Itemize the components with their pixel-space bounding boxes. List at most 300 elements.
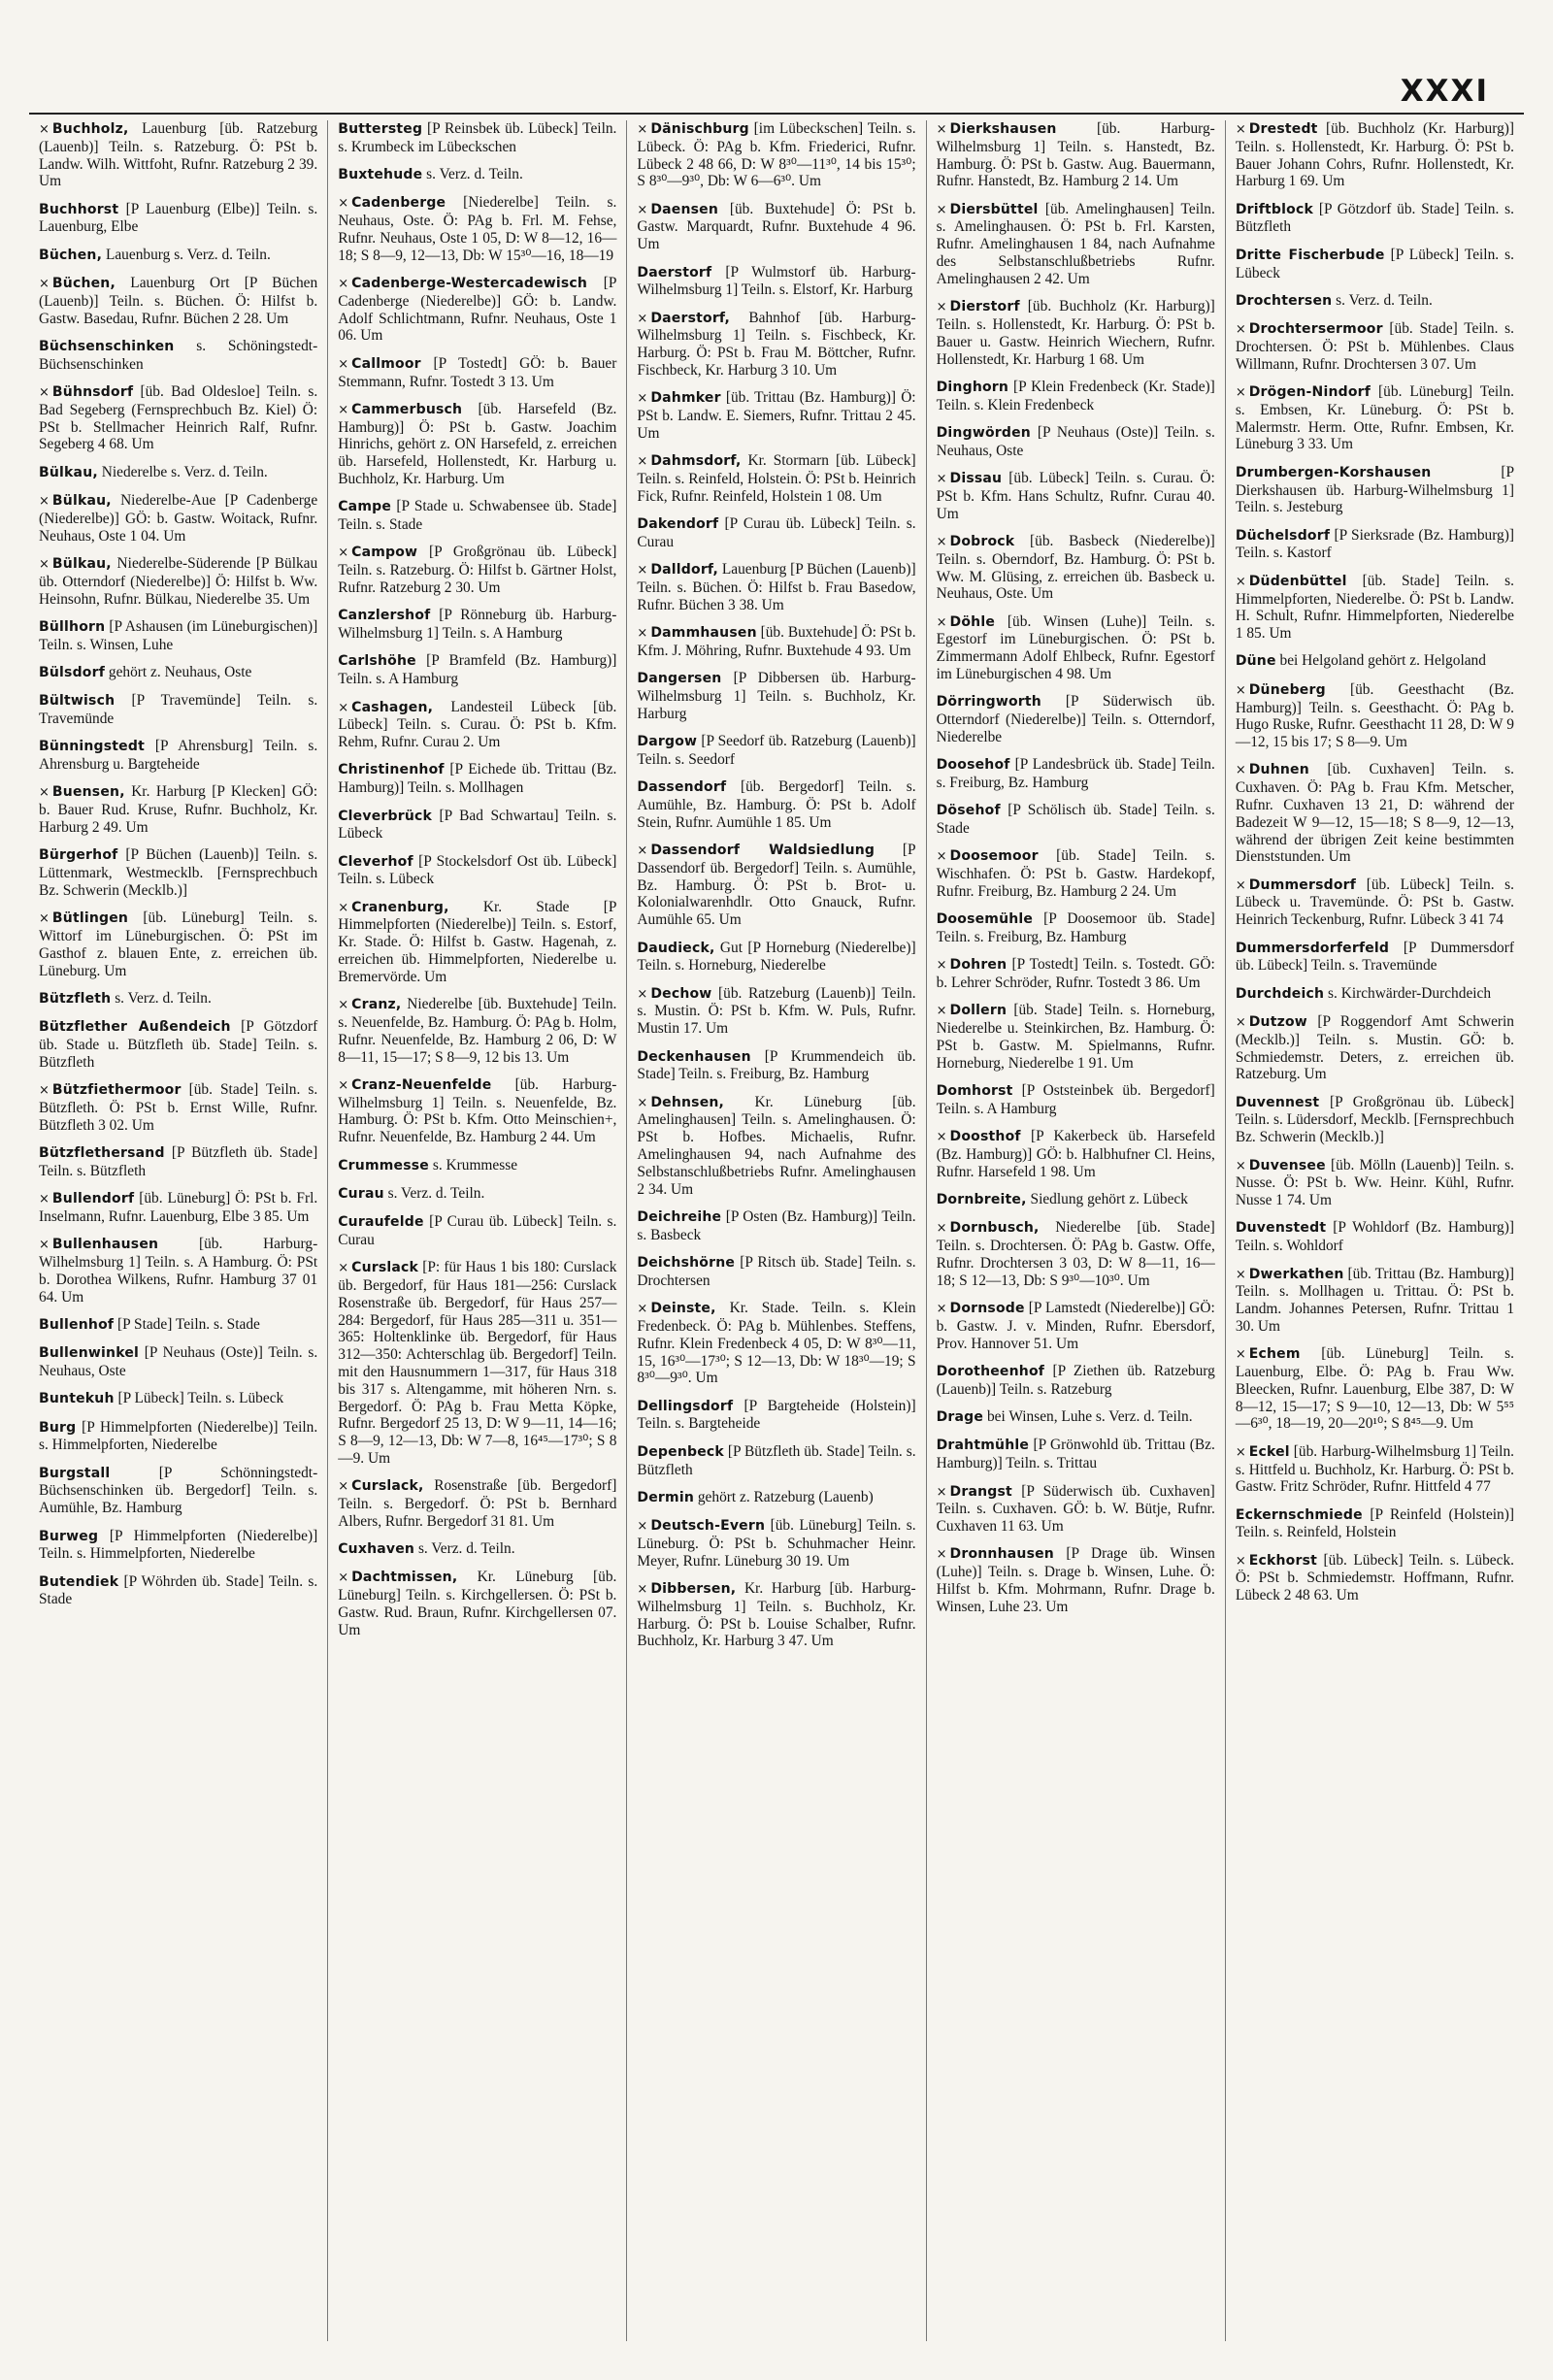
post-office-marker-icon: × (936, 1547, 947, 1563)
directory-entry (338, 699, 616, 751)
directory-entry (637, 733, 915, 769)
entry-place-name: Curaufelde (338, 1214, 424, 1231)
entry-place-name: Echem (1248, 1346, 1301, 1363)
entry-place-name: Doosemühle (936, 911, 1034, 928)
post-office-marker-icon: × (637, 122, 648, 137)
post-office-marker-icon: × (338, 196, 349, 212)
directory-entry (338, 1185, 616, 1204)
directory-entry (1236, 464, 1514, 516)
post-office-marker-icon: × (39, 122, 50, 137)
entry-description: [P Reinfeld (Holstein)] Teiln. s. Reinfeld, Holstein (1235, 1505, 1515, 1541)
entry-description: gehört z. Neuhaus, Oste (108, 663, 252, 680)
post-office-marker-icon: × (1235, 1444, 1246, 1460)
post-office-marker-icon: × (936, 472, 947, 487)
entry-place-name: Bützfleth (39, 990, 112, 1007)
entry-description: [P Wohldorf (Bz. Hamburg)] Teiln. s. Wohldorf (1235, 1219, 1515, 1255)
entry-description: [üb. Buchholz (Kr. Harburg)] Teiln. s. Hollenstedt, Kr. Harburg. Ö: PSt b. Bauer u. Gastw. Heinrich Wiechern, Rufnr. Hollenstedt, Kr. Harburg 1 68. Um (936, 298, 1215, 368)
entry-description: [üb. Lübeck] Teiln. s. Lübeck. Ö: PSt b. Schmiedemstr. Hoffmann, Rufnr. Lübeck 2 48 63. Um (1235, 1551, 1515, 1604)
directory-entry (637, 1489, 915, 1507)
directory-entry (39, 555, 317, 608)
entry-place-name: Bühnsdorf (51, 384, 134, 401)
entry-place-name: Dachtmissen, (351, 1570, 458, 1586)
post-office-marker-icon: × (637, 391, 648, 407)
directory-entry (338, 355, 616, 391)
post-office-marker-icon: × (936, 202, 947, 217)
directory-entry (39, 1018, 317, 1071)
entry-place-name: Büchen, (51, 276, 116, 292)
entry-description: s. Verz. d. Teiln. (387, 1184, 485, 1202)
post-office-marker-icon: × (936, 1130, 947, 1145)
directory-entry (637, 1580, 915, 1650)
entry-place-name: Dakendorf (637, 516, 719, 533)
entry-place-name: Bültwisch (39, 693, 116, 710)
post-office-marker-icon: × (637, 202, 648, 217)
post-office-marker-icon: × (936, 1302, 947, 1317)
directory-entry (338, 899, 616, 986)
entry-description: [P Osten (Bz. Hamburg)] Teiln. s. Basbeck (637, 1207, 916, 1243)
entry-place-name: Dahmker (650, 390, 721, 407)
entry-description: [üb. Harburg-Wilhelmsburg 1] Teiln. s. A Hamburg. Ö: PSt b. Dorothea Wilkens, Rufnr. Hamburg 37 01 64. Um (39, 1236, 318, 1306)
entry-place-name: Dösehof (936, 803, 1001, 819)
entry-place-name: Doosemoor (949, 848, 1039, 865)
directory-entry (1236, 761, 1514, 866)
directory-entry (937, 1545, 1215, 1615)
directory-entry (39, 909, 317, 979)
directory-entry (1236, 876, 1514, 929)
entry-place-name: Bülkau, (51, 493, 112, 510)
directory-entry (39, 383, 317, 453)
post-office-marker-icon: × (39, 556, 50, 572)
entry-place-name: Carlshöhe (338, 653, 416, 670)
entry-place-name: Dobrock (949, 533, 1015, 549)
entry-description: [üb. Buchholz (Kr. Harburg)] Teiln. s. Hollenstedt, Kr. Harburg. Ö: PSt b. Bauer Johann Cohrs, Rufnr. Hollenstedt, Kr. Harburg 1 69. Um (1235, 120, 1515, 190)
directory-entry (338, 1157, 616, 1175)
entry-description: [P Schönningstedt-Büchsenschinken üb. Bergedorf] Teiln. s. Aumühle, Bz. Hamburg (39, 1464, 318, 1517)
directory-entry (937, 1408, 1215, 1427)
page-number: XXXI (1400, 74, 1489, 109)
entry-description: [P Großgrönau üb. Lübeck] Teiln. s. Ratzeburg. Ö: Hilfst b. Gärtner Holst, Rufnr. Ratzeburg 2 30. Um (338, 544, 617, 597)
entry-description: Kr. Lüneburg [üb. Lüneburg] Teiln. s. Kirchgellersen. Ö: PSt b. Gastw. Rud. Braun, Rufnr. Kirchgellersen 07. Um (338, 1569, 617, 1638)
post-office-marker-icon: × (936, 1484, 947, 1500)
entry-description: [üb. Cuxhaven] Teiln. s. Cuxhaven. Ö: PAg b. Frau Kfm. Metscher, Rufnr. Cuxhaven 13 21, D: während der Badezeit W 9—12, 15—18; S 8—9, 12—13, während der übrigen Zeit keine bestimmten Dienststunden. Um (1235, 761, 1515, 866)
directory-entry (1236, 1345, 1514, 1433)
entry-description: [P Dibbersen üb. Harburg-Wilhelmsburg 1] Teiln. s. Buchholz, Kr. Harburg (637, 670, 916, 722)
post-office-marker-icon: × (1235, 1014, 1246, 1030)
entry-place-name: Dammhausen (650, 625, 757, 642)
directory-entry (937, 1002, 1215, 1072)
entry-description: [P Ashausen (im Lüneburgischen)] Teiln. s. Winsen, Luhe (39, 617, 318, 653)
entry-place-name: Crummesse (338, 1157, 429, 1173)
entry-description: [üb. Lüneburg] Teiln. s. Embsen, Kr. Lüneburg. Ö: PSt b. Malermstr. Herm. Otte, Rufnr. Embsen, Kr. Lüneburg 3 33. Um (1235, 383, 1515, 453)
post-office-marker-icon: × (637, 1095, 648, 1110)
entry-place-name: Drangst (949, 1483, 1012, 1500)
entry-place-name: Dahmsdorf, (650, 453, 742, 470)
entry-description: [P Krummendeich üb. Stade] Teiln. s. Freiburg, Bz. Hamburg (637, 1047, 916, 1083)
entry-description: [P Schölisch üb. Stade] Teiln. s. Stade (936, 802, 1215, 838)
directory-entry (937, 1191, 1215, 1209)
entry-description: Kr. Harburg [P Klecken] GÖ: b. Bauer Rud. Kruse, Rufnr. Buchholz, Kr. Harburg 2 49. Um (39, 783, 318, 836)
directory-entry (637, 264, 915, 300)
entry-place-name: Dermin (637, 1489, 694, 1505)
post-office-marker-icon: × (637, 1519, 648, 1535)
entry-place-name: Dinghorn (936, 379, 1009, 395)
directory-entry (1236, 527, 1514, 563)
directory-entry (637, 310, 915, 380)
entry-description: [üb. Lüneburg] Teiln. s. Lauenburg, Elbe. Ö: PAg b. Frau Ww. Bleecken, Rufnr. Lauenburg, Elbe 387, D: W 8—12, 15—17; S 9—10, 12—13, Db: W 5⁵⁵—6³⁰, 18—19, 20—20¹⁰; S 8⁴⁵—9. Um (1235, 1345, 1515, 1433)
entry-description: Lauenburg Ort [P Büchen (Lauenb)] Teiln. s. Büchen. Ö: Hilfst b. Gastw. Basedau, Rufnr. Büchen 2 28. Um (39, 275, 318, 327)
directory-entry (637, 842, 915, 929)
entry-place-name: Dornsode (949, 1301, 1025, 1317)
directory-entry (39, 783, 317, 836)
post-office-marker-icon: × (637, 843, 648, 859)
entry-place-name: Düdenbüttel (1248, 573, 1347, 589)
directory-entry (39, 1190, 317, 1226)
entry-description: Kr. Harburg [üb. Harburg-Wilhelmsburg 1] Teiln. s. Buchholz, Kr. Harburg. Ö: PSt b. Louise Schalber, Rufnr. Buchholz, Kr. Harburg 3 47. Um (637, 1579, 916, 1650)
entry-place-name: Drochtersen (1235, 292, 1333, 309)
directory-entry (1236, 201, 1514, 237)
directory-entry (39, 664, 317, 682)
entry-place-name: Bützflethersand (39, 1144, 165, 1161)
entry-place-name: Campe (338, 499, 392, 515)
entry-description: Lauenburg [P Büchen (Lauenb)] Teiln. s. Büchen. Ö: Hilfst b. Frau Basedow, Rufnr. Büchen 3 38. Um (637, 561, 916, 613)
entry-description: [P Ahrensburg] Teiln. s. Ahrensburg u. Bargteheide (39, 738, 318, 774)
post-office-marker-icon: × (637, 1581, 648, 1597)
directory-entry (937, 1483, 1215, 1536)
directory-entry (39, 120, 317, 190)
entry-description: [üb. Winsen (Luhe)] Teiln. s. Egestorf im Lüneburgischen. Ö: PSt b. Zimmermann Adolf Ehlbeck, Rufnr. Egestorf im Lüneburgischen 4 98. Um (936, 612, 1215, 683)
post-office-marker-icon: × (1235, 122, 1246, 137)
directory-entry (1236, 1219, 1514, 1255)
directory-entry (637, 670, 915, 722)
post-office-marker-icon: × (338, 1570, 349, 1586)
directory-entry (1236, 292, 1514, 311)
directory-entry (937, 533, 1215, 603)
directory-entry (39, 1465, 317, 1517)
directory-entry (637, 1094, 915, 1199)
directory-entry (39, 1344, 317, 1380)
entry-description: Niederelbe [üb. Stade] Teiln. s. Drochtersen. Ö: PAg b. Gastw. Offe, Rufnr. Drochtersen 3 03, D: W 8—11, 16—18; S 12—13, Db: S 9³⁰—10³⁰. Um (936, 1219, 1215, 1289)
entry-description: s. Verz. d. Teiln. (1336, 291, 1433, 309)
entry-place-name: Bünningstedt (39, 739, 145, 755)
entry-description: [P Oststeinbek üb. Bergedorf] Teiln. s. A Hamburg (936, 1082, 1215, 1117)
directory-entry (338, 1540, 616, 1559)
directory-entry (937, 910, 1215, 946)
entry-description: Kr. Stade. Teiln. s. Klein Fredenbeck. Ö: PAg b. Mühlenbes. Steffens, Rufnr. Klein Fredenbeck 4 05, D: W 8³⁰—11, 15, 16³⁰—17³⁰; S 12—13, Db: W 18³⁰—19; S 8³⁰—9³⁰. Um (637, 1300, 916, 1387)
entry-description: [üb. Buxtehude] Ö: PSt b. Kfm. J. Möhring, Rufnr. Buxtehude 4 93. Um (637, 624, 916, 659)
post-office-marker-icon: × (1235, 1553, 1246, 1569)
entry-place-name: Cranz-Neuenfelde (351, 1076, 492, 1093)
entry-description: [P Bützfleth üb. Stade] Teiln. s. Bützfleth (637, 1442, 916, 1478)
post-office-marker-icon: × (1235, 682, 1246, 698)
entry-description: [üb. Harsefeld (Bz. Hamburg)] Ö: PSt b. Gastw. Joachim Hinrichs, gehört z. ON Harsefeld, z. erreichen üb. Harsefeld, Hollenstedt, Kr. Harburg u. Buchholz, Kr. Harburg. Um (338, 400, 617, 488)
post-office-marker-icon: × (338, 402, 349, 417)
directory-entry (39, 1419, 317, 1455)
entry-place-name: Callmoor (351, 355, 421, 372)
entry-description: [P Lübeck] Teiln. s. Lübeck (117, 1390, 284, 1407)
entry-place-name: Deinste, (650, 1301, 716, 1317)
directory-entry (39, 1236, 317, 1306)
directory-entry (1236, 985, 1514, 1004)
directory-entry (39, 338, 317, 374)
directory-columns (29, 120, 1524, 2341)
entry-place-name: Daudieck, (637, 940, 715, 956)
directory-entry (338, 607, 616, 643)
entry-place-name: Cranenburg, (351, 899, 449, 915)
entry-place-name: Cadenberge (351, 195, 446, 212)
directory-entry (937, 1300, 1215, 1352)
entry-description: [üb. Buxtehude] Ö: PSt b. Gastw. Marquardt, Rufnr. Buxtehude 4 96. Um (637, 200, 916, 253)
entry-place-name: Dehnsen, (650, 1094, 725, 1110)
post-office-marker-icon: × (338, 1479, 349, 1495)
directory-entry (1236, 681, 1514, 751)
entry-description: [P Lauenburg (Elbe)] Teiln. s. Lauenburg, Elbe (39, 200, 318, 236)
directory-entry (39, 492, 317, 545)
directory-entry (338, 166, 616, 184)
post-office-marker-icon: × (338, 700, 349, 715)
entry-description: [üb. Lüneburg] Ö: PSt b. Frl. Inselmann, Rufnr. Lauenburg, Elbe 3 85. Um (39, 1190, 318, 1225)
entry-description: [P Stade] Teiln. s. Stade (117, 1315, 260, 1333)
entry-place-name: Curslack, (351, 1478, 424, 1495)
directory-entry (39, 618, 317, 654)
post-office-marker-icon: × (39, 385, 50, 401)
entry-place-name: Dornbusch, (949, 1220, 1040, 1237)
entry-place-name: Curau (338, 1185, 384, 1202)
directory-entry (1236, 573, 1514, 643)
entry-place-name: Büllhorn (39, 618, 106, 635)
entry-description: [P Seedorf üb. Ratzeburg (Lauenb)] Teiln. s. Seedorf (637, 733, 916, 768)
entry-description: [P Roggendorf Amt Schwerin (Mecklb.)] Teiln. s. Mustin. GÖ: b. Schmiedemstr. Deters, z. erreichen üb. Ratzeburg. Um (1235, 1012, 1515, 1083)
entry-place-name: Drage (936, 1409, 984, 1426)
directory-entry (39, 1528, 317, 1564)
entry-place-name: Duhnen (1248, 762, 1309, 778)
entry-place-name: Eckel (1248, 1443, 1290, 1460)
entry-description: s. Krummesse (432, 1156, 518, 1173)
entry-place-name: Dalldorf, (650, 562, 718, 578)
entry-place-name: Bütlingen (51, 910, 129, 927)
post-office-marker-icon: × (338, 900, 349, 915)
directory-entry (637, 389, 915, 442)
entry-place-name: Dibbersen, (650, 1580, 737, 1597)
entry-description: [P Himmelpforten (Niederelbe)] Teiln. s. Himmelpforten, Niederelbe (39, 1418, 318, 1454)
entry-place-name: Bülsdorf (39, 664, 106, 680)
entry-description: Niederelbe [üb. Buxtehude] Teiln. s. Neuenfelde, Bz. Hamburg. Ö: PAg b. Holm, Rufnr. Neuenfelde, Bz. Hamburg 2 06, D: W 8—11, 15—17; S 8—9, 12 bis 13. Um (338, 996, 617, 1066)
directory-entry (39, 1316, 317, 1335)
entry-place-name: Curslack (351, 1260, 419, 1276)
entry-place-name: Bullendorf (51, 1191, 135, 1207)
post-office-marker-icon: × (936, 958, 947, 974)
entry-place-name: Durchdeich (1235, 985, 1325, 1002)
entry-description: [P Bad Schwartau] Teiln. s. Lübeck (338, 807, 617, 843)
directory-entry (1236, 1013, 1514, 1083)
directory-entry (39, 247, 317, 265)
directory-entry (39, 692, 317, 728)
directory-entry (937, 1082, 1215, 1118)
entry-place-name: Dierstorf (949, 299, 1020, 315)
entry-description: Gut [P Horneburg (Niederelbe)] Teiln. s. Horneburg, Niederelbe (637, 939, 916, 975)
entry-description: bei Winsen, Luhe s. Verz. d. Teiln. (986, 1408, 1193, 1426)
directory-entry (1236, 1552, 1514, 1604)
entry-place-name: Drögen-Nindorf (1248, 384, 1371, 401)
directory-entry (338, 808, 616, 843)
entry-place-name: Buttersteg (338, 121, 423, 137)
entry-description: [P Süderwisch üb. Cuxhaven] Teiln. s. Cuxhaven. GÖ: b. W. Bütje, Rufnr. Cuxhaven 11 63. Um (936, 1482, 1215, 1536)
entry-place-name: Drochtersermoor (1248, 321, 1383, 338)
entry-place-name: Bülkau, (39, 464, 98, 480)
entry-place-name: Buchholz, (51, 121, 129, 137)
directory-entry (338, 194, 616, 264)
directory-entry (637, 120, 915, 190)
entry-place-name: Cadenberge-Westercadewisch (351, 276, 588, 292)
entry-description: [P Kakerbeck üb. Harsefeld (Bz. Hamburg)] GÖ: b. Halbhufner Cl. Heins, Rufnr. Harsefeld 1 98. Um (936, 1128, 1215, 1180)
entry-place-name: Dwerkathen (1248, 1266, 1344, 1282)
directory-entry (637, 1254, 915, 1290)
entry-place-name: Daerstorf (637, 264, 712, 281)
entry-description: [P Ritsch üb. Stade] Teiln. s. Drochtersen (637, 1254, 916, 1289)
post-office-marker-icon: × (39, 1083, 50, 1099)
entry-description: Lauenburg [üb. Ratzeburg (Lauenb)] Teiln. s. Ratzeburg. Ö: PSt b. Landw. Wilh. Wittfoht, Rufnr. Ratzeburg 2 39. Um (39, 120, 318, 190)
directory-entry (937, 613, 1215, 683)
directory-entry (1236, 652, 1514, 671)
entry-description: Kr. Stade [P Himmelpforten (Niederelbe)] Teiln. s. Estorf, Kr. Stade. Ö: Hilfst b. Gastw. Hagenah, z. erreichen üb. Himmelpforten, Niederelbe u. Bremervörde. Um (338, 898, 617, 985)
entry-description: s. Verz. d. Teiln. (417, 1540, 515, 1558)
entry-place-name: Drumbergen-Korshausen (1235, 464, 1432, 480)
entry-place-name: Daerstorf, (650, 310, 730, 326)
post-office-marker-icon: × (39, 785, 50, 801)
directory-entry (637, 1208, 915, 1244)
directory-entry (338, 1569, 616, 1638)
entry-description: Kr. Lüneburg [üb. Amelinghausen] Teiln. s. Amelinghausen. Ö: PSt b. Hofbes. Michaelis, Rufnr. Amelinghausen 94, nach Aufnahme des Selbstanschlußbetriebs Rufnr. Amelinghausen 2 34. Um (637, 1093, 916, 1198)
entry-place-name: Dingwörden (936, 424, 1031, 441)
entry-description: [P Drage üb. Winsen (Luhe)] Teiln. s. Drage b. Winsen, Luhe. Ö: Hilfst b. Kfm. Mohrmann, Rufnr. Drage b. Winsen, Luhe 23. Um (936, 1545, 1215, 1615)
directory-entry (338, 1259, 616, 1468)
entry-place-name: Canzlershof (338, 608, 431, 624)
directory-entry (937, 802, 1215, 838)
entry-description: [üb. Trittau (Bz. Hamburg)] Teiln. s. Mollhagen u. Trittau. Ö: PSt b. Landm. Johannes Petersen, Rufnr. Trittau 1 30. Um (1235, 1265, 1515, 1335)
entry-place-name: Dargow (637, 734, 698, 750)
entry-description: [P Dummersdorf üb. Lübeck] Teiln. s. Travemünde (1235, 939, 1515, 975)
directory-entry (637, 1517, 915, 1570)
entry-place-name: Dollern (949, 1003, 1008, 1019)
directory-entry (637, 624, 915, 660)
directory-entry (1236, 1157, 1514, 1209)
entry-description: [üb. Harburg-Wilhelmsburg 1] Teiln. s. Hittfeld u. Buchholz, Kr. Harburg. Ö: PSt b. Gastw. Fritz Schröder, Rufnr. Hittfeld 4 77 (1235, 1442, 1515, 1496)
entry-description: Niederelbe s. Verz. d. Teiln. (101, 463, 268, 480)
directory-entry (937, 756, 1215, 792)
entry-description: Niederelbe-Süderende [P Bülkau üb. Otterndorf (Niederelbe)] Ö: Hilfst b. Ww. Heinsohn, Rufnr. Bülkau, Niederelbe 35. Um (39, 554, 318, 608)
entry-description: [P Himmelpforten (Niederelbe)] Teiln. s. Himmelpforten, Niederelbe (39, 1527, 318, 1563)
entry-place-name: Dronnhausen (949, 1546, 1054, 1563)
entry-place-name: Deckenhausen (637, 1048, 751, 1065)
post-office-marker-icon: × (637, 311, 648, 326)
entry-place-name: Deichshörne (637, 1255, 736, 1272)
entry-description: s. Schöningstedt-Büchsenschinken (39, 337, 318, 373)
entry-description: [P Götzdorf üb. Stade] Teiln. s. Bützfleth (1235, 200, 1515, 236)
entry-place-name: Campow (351, 545, 418, 561)
post-office-marker-icon: × (936, 122, 947, 137)
post-office-marker-icon: × (1235, 1347, 1246, 1363)
directory-entry (937, 1363, 1215, 1399)
post-office-marker-icon: × (637, 1302, 648, 1317)
entry-description: Lauenburg s. Verz. d. Teiln. (105, 246, 271, 263)
directory-entry (637, 452, 915, 505)
entry-description: [üb. Trittau (Bz. Hamburg)] Ö: PSt b. Landw. E. Siemers, Rufnr. Trittau 2 45. Um (637, 389, 916, 442)
entry-place-name: Dummersdorferfeld (1235, 940, 1390, 956)
directory-entry (1236, 247, 1514, 282)
entry-place-name: Drahtmühle (936, 1438, 1030, 1454)
directory-entry (937, 847, 1215, 900)
directory-entry (1236, 383, 1514, 453)
entry-description: [üb. Geesthacht (Bz. Hamburg)] Teiln. s. Geesthacht. Ö: PAg b. Hugo Ruske, Rufnr. Geesthacht 11 28, D: W 9—12, 15 bis 17; S 8—9. Um (1235, 680, 1515, 751)
entry-description: [P Lübeck] Teiln. s. Lübeck (1235, 246, 1515, 281)
directory-entry (937, 1219, 1215, 1289)
directory-entry (1236, 320, 1514, 373)
entry-place-name: Duvenstedt (1235, 1220, 1327, 1237)
entry-place-name: Dassendorf (637, 779, 727, 796)
entry-description: [üb. Amelinghausen] Teiln. s. Amelinghausen. Ö: PSt b. Frl. Karsten, Rufnr. Amelinghausen 1 84, nach Aufnahme des Selbstanschlußbetriebs Rufnr. Amelinghausen 2 42. Um (936, 200, 1215, 287)
entry-description: [üb. Ratzeburg (Lauenb)] Teiln. s. Mustin. Ö: PSt b. Kfm. W. Puls, Rufnr. Mustin 17. Um (637, 984, 916, 1038)
entry-description: [P Bramfeld (Bz. Hamburg)] Teiln. s. A Hamburg (338, 652, 617, 688)
entry-place-name: Düchelsdorf (1235, 527, 1331, 544)
entry-description: [P Dierkshausen üb. Harburg-Wilhelmsburg 1] Teiln. s. Jesteburg (1235, 463, 1515, 516)
entry-place-name: Bürgerhof (39, 847, 118, 864)
entry-description: [üb. Stade] Teiln. s. Himmelpforten, Niederelbe. Ö: PSt b. Landw. H. Schult, Rufnr. Himmelpforten, Niederelbe 1 85. Um (1235, 572, 1515, 643)
entry-place-name: Dorotheenhof (936, 1364, 1045, 1380)
entry-description: [üb. Stade] Teiln. s. Wischhafen. Ö: PSt b. Gastw. Hardekopf, Rufnr. Freiburg, Bz. Hamburg 2 24. Um (936, 847, 1215, 900)
entry-place-name: Eckhorst (1248, 1552, 1318, 1569)
entry-place-name: Buxtehude (338, 167, 423, 183)
entry-place-name: Bullenhof (39, 1316, 115, 1333)
entry-place-name: Dangersen (637, 671, 722, 687)
entry-description: [Niederelbe] Teiln. s. Neuhaus, Oste. Ö: PAg b. Frl. M. Fehse, Rufnr. Neuhaus, Oste 1 05, D: W 8—12, 16—18; S 8—9, 12—13, Db: W 15³⁰—16, 18—19 (338, 194, 617, 264)
entry-place-name: Dassendorf Waldsiedlung (650, 843, 876, 859)
entry-place-name: Bützfiethermoor (51, 1082, 182, 1099)
entry-description: [P Doosemoor üb. Stade] Teiln. s. Freiburg, Bz. Hamburg (936, 910, 1215, 946)
entry-description: [üb. Mölln (Lauenb)] Teiln. s. Nusse. Ö: PSt b. Ww. Heinr. Kühl, Rufnr. Nusse 1 74. Um (1235, 1156, 1515, 1209)
entry-description: [P Travemünde] Teiln. s. Travemünde (39, 692, 318, 728)
entry-description: [P Bargteheide (Holstein)] Teiln. s. Bargteheide (637, 1397, 916, 1433)
post-office-marker-icon: × (39, 1192, 50, 1207)
entry-description: [im Lübeckschen] Teiln. s. Lübeck. Ö: PAg b. Kfm. Friederici, Rufnr. Lübeck 2 48 66, D: W 8³⁰—11³⁰, 14 bis 15³⁰; S 8³⁰—9³⁰, Db: W 6—6³⁰. Um (637, 120, 916, 190)
entry-description: Bahnhof [üb. Harburg-Wilhelmsburg 1] Teiln. s. Fischbeck, Kr. Harburg. Ö: PSt b. Frau M. Böttcher, Rufnr. Fischbeck, Kr. Harburg 3 10. Um (637, 309, 916, 380)
entry-place-name: Dänischburg (650, 121, 749, 137)
directory-entry (1236, 1506, 1514, 1542)
entry-place-name: Bullenwinkel (39, 1345, 140, 1362)
directory-entry (39, 201, 317, 237)
post-office-marker-icon: × (1235, 1267, 1246, 1282)
directory-entry (338, 1213, 616, 1249)
entry-place-name: Butendiek (39, 1573, 119, 1590)
directory-entry (338, 401, 616, 488)
entry-description: [P Ziethen üb. Ratzeburg (Lauenb)] Teiln. s. Ratzeburg (936, 1363, 1215, 1398)
entry-description: [P Götzdorf üb. Stade u. Bützfleth üb. Stade] Teiln. s. Bützfleth (39, 1018, 318, 1071)
entry-place-name: Doosthof (949, 1129, 1021, 1145)
entry-place-name: Domhorst (936, 1083, 1013, 1100)
entry-place-name: Deutsch-Evern (650, 1518, 766, 1535)
entry-place-name: Cuxhaven (338, 1541, 415, 1558)
column-2 (327, 120, 626, 2341)
post-office-marker-icon: × (936, 1221, 947, 1237)
entry-description: [P Neuhaus (Oste)] Teiln. s. Neuhaus, Oste (39, 1344, 318, 1379)
directory-entry (637, 985, 915, 1038)
entry-place-name: Dissau (949, 471, 1003, 487)
entry-description: [P Reinsbek üb. Lübeck] Teiln. s. Krumbeck im Lübeckschen (338, 120, 617, 155)
directory-entry (1236, 940, 1514, 975)
entry-description: [P Rönneburg üb. Harburg-Wilhelmsburg 1] Teiln. s. A Hamburg (338, 607, 617, 643)
directory-entry (39, 846, 317, 899)
directory-entry (637, 1300, 915, 1387)
entry-description: [P Bützfleth üb. Stade] Teiln. s. Bützfleth (39, 1143, 318, 1179)
entry-description: Niederelbe-Aue [P Cadenberge (Niederelbe)] GÖ: b. Gastw. Woitack, Rufnr. Neuhaus, Oste 1 04. Um (39, 492, 318, 545)
